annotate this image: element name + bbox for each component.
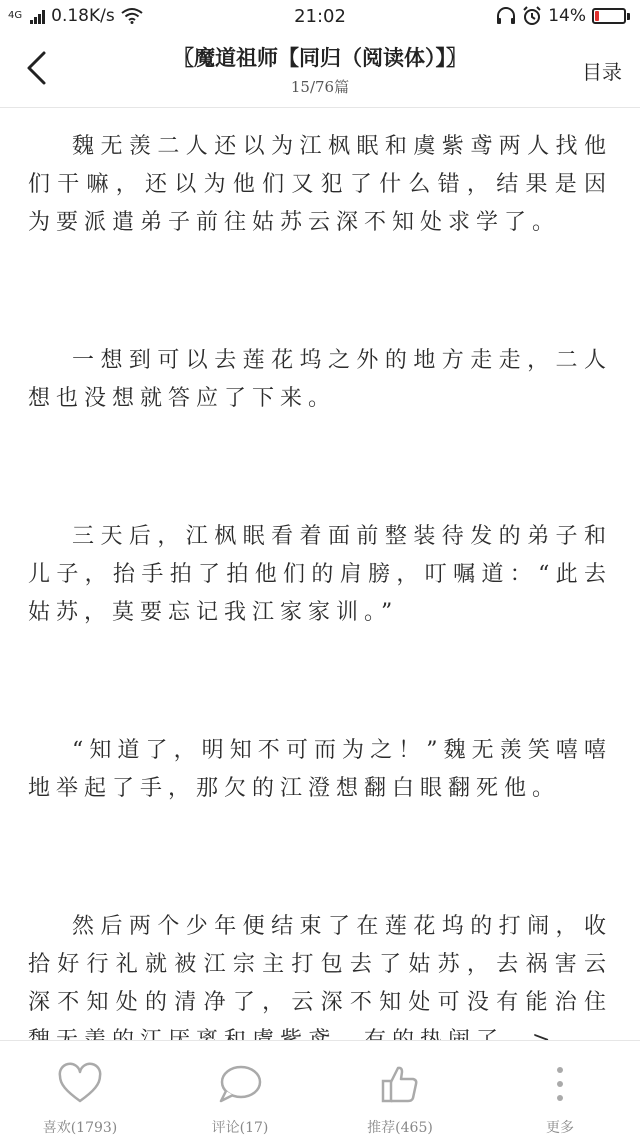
network-indicator: [8, 11, 22, 21]
battery-percent: 14%: [548, 6, 586, 26]
clock: 21:02: [294, 5, 346, 27]
network-type: 4G: [8, 10, 23, 21]
comment-button[interactable]: [160, 1041, 320, 1138]
alarm-icon: [522, 6, 542, 26]
paragraph: 一想到可以去莲花坞之外的地方走走，二人想也没想就答应了下来。: [28, 348, 612, 411]
wifi-icon: [121, 8, 143, 24]
comment-bubble-icon: [217, 1061, 263, 1107]
reader-header: [0, 32, 640, 108]
network-speed: 0.18K/s: [51, 6, 115, 26]
signal-icon: [30, 8, 45, 24]
chapter-progress: 15/76篇: [290, 78, 350, 96]
recommend-label: 推荐(465): [367, 1120, 433, 1136]
paragraph: “知道了，明知不可而为之！”魏无羡笑嘻嘻地举起了手，那欠的江澄想翻白眼翻死他。: [28, 738, 612, 801]
recommend-button[interactable]: [320, 1041, 480, 1138]
article-content[interactable]: [0, 108, 640, 1038]
table-of-contents-button[interactable]: 目录: [582, 60, 622, 84]
status-right: [496, 0, 630, 32]
thumbs-up-icon: [377, 1061, 423, 1107]
like-button[interactable]: [0, 1041, 160, 1138]
bottom-action-bar: [0, 1040, 640, 1138]
status-bar: [0, 0, 640, 32]
more-button[interactable]: [480, 1041, 640, 1138]
back-button[interactable]: [14, 46, 58, 90]
heart-icon: [57, 1061, 103, 1107]
paragraph: 魏无羡二人还以为江枫眠和虞紫鸢两人找他们干嘛，还以为他们又犯了什么错，结果是因为要派遣弟子前往姑苏云深不知处求学了。: [28, 134, 612, 235]
status-left: [8, 0, 143, 32]
paragraph: 三天后，江枫眠看着面前整装待发的弟子和儿子，抬手拍了拍他们的肩膀，叮嘱道：“此去姑苏，莫要忘记我江家家训。”: [28, 524, 612, 625]
like-label: 喜欢(1793): [42, 1120, 118, 1136]
chevron-left-icon: [25, 51, 47, 85]
title-block: [90, 42, 550, 97]
headphones-icon: [496, 7, 516, 25]
battery-fill: [595, 11, 599, 21]
more-vertical-icon: [537, 1061, 583, 1107]
page-title: 〖魔道祖师【同归（阅读体）】〗: [173, 45, 467, 70]
paragraph: 然后两个少年便结束了在莲花坞的打闹，收拾好行礼就被江宗主打包去了姑苏，去祸害云深不知处的清净了，云深不知处可没有能治住: [28, 914, 612, 1015]
comment-label: 评论(17): [211, 1120, 269, 1136]
battery-icon: [592, 8, 630, 24]
more-label: 更多: [546, 1120, 574, 1136]
